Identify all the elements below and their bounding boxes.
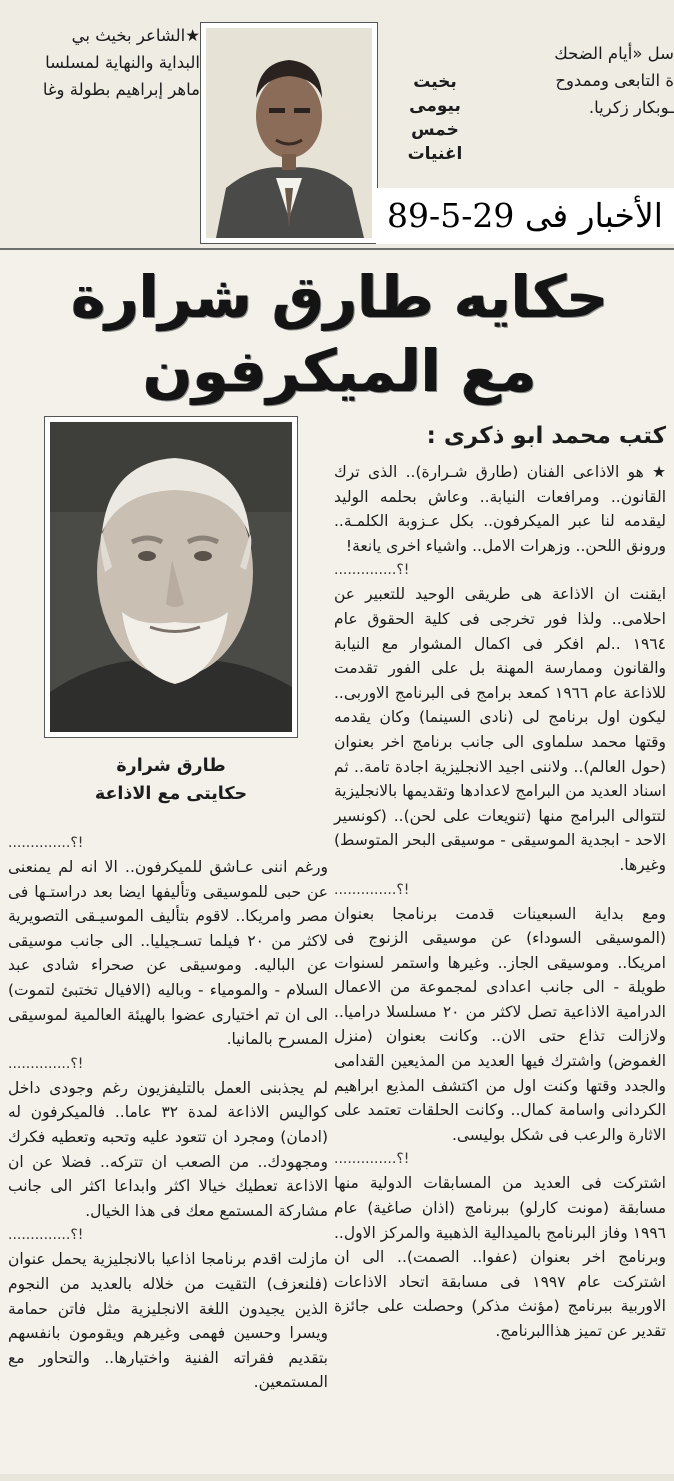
snippet-line: سل «أيام الضحك	[554, 44, 674, 63]
separator: ..............؟!	[8, 1055, 84, 1072]
snippet-line: البداية والنهاية لمسلسا	[45, 53, 200, 72]
caption-title: حكايتى مع الاذاعة	[94, 784, 248, 804]
separator: ..............؟!	[8, 835, 84, 851]
side-headline-line: اغنيات	[407, 144, 463, 164]
poet-photo	[200, 22, 378, 244]
separator: ..............؟!	[334, 881, 410, 898]
date-stamp: الأخبار فى 29-5-89	[387, 196, 663, 235]
snippet-line: ★الشاعر بخيث بي	[71, 26, 200, 45]
snippet-line: ة التابعى وممدوح	[555, 71, 674, 90]
subject-photo	[44, 416, 298, 738]
snippet-line: ـوبكار زكريا.	[588, 98, 674, 117]
article-column-right	[334, 460, 666, 1344]
right-snippet	[530, 40, 674, 121]
separator: ..............؟!	[334, 1151, 410, 1168]
photo-caption	[44, 752, 298, 808]
paragraph: اشتركت فى العديد من المسابقات الدولية منها مسابقة (مونت كارلو) ببرنامج (اذان صاغية) عام ١٩٩٦ وفاز البرنامج بالميدالية الذهبية والمركز الاول.. وبرنامج اخر بعنوان (عفوا.. الصمت).. الى ان اشتركت عام ١٩٩٧ فى مسابقة اتحاد الاذاعات الاوربية ببرنامج (مؤنث مذكر) وحصلت على جائزة تقدير عن تميز هذاالبرنامج.	[334, 1174, 666, 1340]
caption-name: طارق شرارة	[116, 756, 226, 776]
paragraph: مازلت اقدم برنامجا اذاعيا بالانجليزية يحمل عنوان (فلنعزف) التقيت من خلاله بالعديد من النجوم الذين يجيدون اللغة الانجليزية مثل فاتن حمامة ويسرا وحسين فهمى وغيرهم ويقومون بانفسهم بتقديم فقراته الفنية واختيارها.. والتحاور مع المستمعين.	[8, 1250, 328, 1392]
side-headline	[395, 70, 475, 166]
paragraph: ★ هو الاذاعى الفنان (طارق شـرارة).. الذى ترك القانون.. ومرافعات النيابة.. وعاش بحلمه الوليد ليقدمه لنا عبر الميكرفون.. بكل عـزوبة الكلمـة.. ورونق اللحن.. وزهرات الامل.. واشياء اخرى يانعة!	[334, 463, 666, 555]
page-bottom-edge	[0, 1474, 674, 1481]
byline: كتب محمد ابو ذكرى :	[426, 423, 666, 449]
headline-line-1: حكايه طارق شرارة	[71, 263, 609, 331]
side-headline-line: بيومى	[409, 96, 461, 116]
headline-line-2: مع الميكرفون	[143, 337, 537, 405]
side-headline-line: خمس	[411, 120, 459, 140]
separator: ..............؟!	[334, 562, 410, 579]
paragraph: ومع بداية السبعينات قدمت برنامجا بعنوان (الموسيقى السوداء) عن موسيقى الزنوج فى امريكا.. وموسيقى الجاز.. وغيرها واستمر لسنوات طويلة - الى جانب اعدادى لمجموعة من الاعمال الدرامية الاذاعية تصل لاكثر من ٢٠ مسلسلا دراميا.. ولازالت تذاع حتى الان.. وكانت بعنوان (منزل الغموض) واشترك فيها العديد من المذيعين القدامى والجدد وقتها وكنت اول من اكتشف المذيع ابراهيم الكردانى واسامة كمال.. وكانت الحلقات تعتمد على الاثارة والرعب فى شكل بوليسى.	[334, 904, 666, 1144]
separator: ..............؟!	[8, 1227, 84, 1244]
article-column-left	[8, 835, 328, 1395]
paragraph: لم يجذبنى العمل بالتليفزيون رغم وجودى داخل كواليس الاذاعة لمدة ٣٢ عاما.. فالميكرفون له (ادمان) ومجرد ان تتعود عليه وتحبه وتعطيه فكرك ومجهودك.. من الصعب ان تتركه.. فضلا عن ان الاذاعة تعطيك خيالا اكثر وابداعا اكثر الى جانب مشاركة المستمع معك فى هذا الخيال.	[8, 1078, 328, 1220]
left-snippet	[0, 22, 200, 103]
snippet-line: ماهر إبراهيم بطولة وغا	[42, 80, 200, 99]
paragraph: ايقنت ان الاذاعة هى طريقى الوحيد للتعبير عن احلامى.. ولذا فور تخرجى فى كلية الحقوق عام ١٩٦٤ ..لم افكر فى اكمال المشوار مع النيابة والقانون وممارسة المهنة بل على الفور تقدمت للاذاعة عام ١٩٦٦ كمعد برامج فى البرنامج الاوربى.. ليكون اول برنامج لى (نادى السينما) وكان يقدمه وقتها محمد سلماوى الى جانب برنامج اخر بعنوان (حول العالم).. ولاننى اجيد الانجليزية اجادة تامة.. ثم اسناد العديد من البرامج لاعدادها وتقديمها بالانجليزية لتتوالى البرامج منها (تنويعات على لحن).. (كونسير الاحد - ابجدية الموسيقى - موسيقى البحر المتوسط) وغيرها.	[334, 585, 666, 874]
paragraph: ورغم اننى عـاشق للميكرفون.. الا انه لم يمنعنى عن حبى للموسيقى وتأليفها ايضا بعد دراستـها فى مصر وامريكا.. لاقوم بتأليف الموسيـقى التصويرية لاكثر من ٢٠ فيلما تسـجيليا.. الى جانب موسيقى عن الباليه. وموسيقى عن صحراء شادى عبد السلام - والمومياء - وباليه (الافيال تختبئ لتموت) الى ان تم اختيارى عضوا بالهيئة العالمية لموسيقى المسرح بالمانيا.	[8, 858, 328, 1049]
side-headline-line: بخيت	[413, 72, 457, 92]
section-divider	[0, 248, 674, 250]
